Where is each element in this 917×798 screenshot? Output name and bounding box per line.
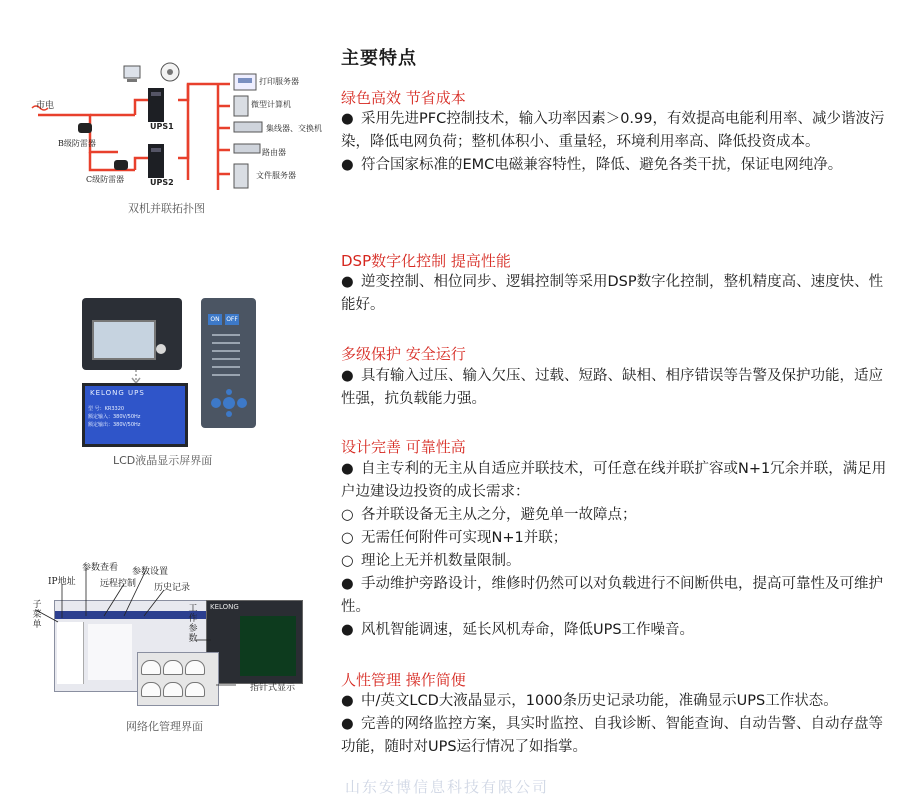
ups2-cabinet-icon	[148, 144, 164, 178]
topology-caption: 双机并联拓扑图	[128, 202, 205, 215]
arrow-down-icon	[130, 370, 142, 384]
lcd-screen-line: 额定输出：380V/50Hz	[88, 422, 141, 428]
circle-bullet-icon: ○	[341, 507, 354, 523]
section-title: 多级保护 安全运行	[341, 345, 466, 363]
circle-bullet-icon: ○	[341, 530, 354, 546]
pointer-display-label: 指针式显示	[250, 683, 296, 693]
param-setting-label: 参数设置	[132, 567, 169, 577]
file-server-icon	[234, 164, 248, 188]
bullet-icon: ●	[341, 622, 354, 638]
power-wires	[38, 84, 230, 190]
file-server-label: 文件服务器	[256, 171, 296, 180]
section-title: 设计完善 可靠性高	[341, 438, 466, 456]
section-body	[341, 458, 889, 642]
bullet-paragraph: ● 具有输入过压、输入欠压、过载、短路、缺相、相序错误等告警及保护功能，适应性强，抗负载能力强。	[341, 365, 889, 411]
bullet-paragraph: ● 手动维护旁路设计，维修时仍然可以对负载进行不间断供电，提高可靠性及可维护性。	[341, 573, 889, 619]
hub-switch-icon	[234, 122, 262, 132]
submenu-label: 子菜单	[32, 600, 42, 630]
bullet-paragraph: ● 中/英文LCD大液晶显示，1000条历史记录功能，准确显示UPS工作状态。	[341, 690, 889, 713]
ups2-label: UPS2	[150, 178, 174, 187]
watermark: 山东安博信息科技有限公司	[345, 778, 550, 796]
monitor-icon	[124, 66, 140, 82]
print-server-icon	[234, 74, 256, 90]
ups1-label: UPS1	[150, 122, 174, 131]
router-label: 路由器	[262, 148, 286, 157]
bullet-icon: ●	[341, 716, 354, 732]
hub-switch-label: 集线器、交换机	[266, 124, 322, 133]
lcd-screen-line: 额定输入：380V/50Hz	[88, 414, 141, 420]
param-view-label: 参数查看	[82, 563, 119, 573]
sub-bullet-paragraph: ○ 理论上无并机数量限制。	[341, 550, 889, 573]
network-caption: 网络化管理界面	[126, 720, 203, 733]
c-protector-icon	[114, 160, 128, 170]
server-icon	[161, 63, 179, 81]
ip-address-label: IP地址	[48, 577, 76, 587]
b-protector-label: B级防雷器	[58, 139, 96, 148]
bullet-icon: ●	[341, 157, 354, 173]
micro-computer-icon	[234, 96, 248, 116]
bullet-paragraph: ● 风机智能调速，延长风机寿命，降低UPS工作噪音。	[341, 619, 889, 642]
bullet-icon: ●	[341, 461, 354, 477]
b-protector-icon	[78, 123, 92, 133]
bullet-icon: ●	[341, 111, 354, 127]
on-button: ON	[208, 314, 222, 325]
bullet-icon: ●	[341, 274, 354, 290]
bullet-paragraph: ● 自主专利的无主从自适应并联技术，可任意在线并联扩容或N+1冗余并联，满足用户边建设边投资的成长需求：	[341, 458, 889, 504]
bullet-paragraph: ● 逆变控制、相位同步、逻辑控制等采用DSP数字化控制，整机精度高、速度快、性能好。	[341, 271, 889, 317]
remote-control-label: 远程控制	[100, 579, 137, 589]
bullet-paragraph: ● 采用先进PFC控制技术，输入功率因素＞0.99，有效提高电能利用率、减少谐波污染，降低电网负荷；整机体积小、重量轻，环境利用率高、降低投资成本。	[341, 108, 889, 154]
lcd-small-screen	[92, 320, 156, 360]
monitor-window-screen	[240, 616, 296, 676]
console-knob-icon	[156, 344, 166, 354]
router-icon	[234, 144, 260, 153]
sub-bullet-paragraph: ○ 各并联设备无主从之分，避免单一故障点；	[341, 504, 889, 527]
micro-computer-label: 微型计算机	[251, 100, 291, 109]
section-body	[341, 108, 889, 177]
section-body	[341, 690, 889, 759]
c-protector-label: C级防雷器	[86, 175, 125, 184]
ups1-cabinet-icon	[148, 88, 164, 122]
navigation-keys-icon	[207, 388, 251, 418]
section-title: 人性管理 操作简便	[341, 671, 466, 689]
monitor-window-logo: KELONG	[210, 603, 239, 611]
print-server-label: 打印服务器	[259, 77, 299, 86]
bullet-icon: ●	[341, 576, 354, 592]
bullet-icon: ●	[341, 693, 354, 709]
bullet-paragraph: ● 符合国家标准的EMC电磁兼容特性，降低、避免各类干扰，保证电网纯净。	[341, 154, 889, 177]
work-params-label: 工作参数	[188, 604, 198, 644]
lcd-screen-title: KELONG UPS	[90, 389, 145, 397]
bullet-icon: ●	[341, 368, 354, 384]
section-body	[341, 271, 889, 317]
bullet-paragraph: ● 完善的网络监控方案，具实时监控、自我诊断、智能查询、自动告警、自动存盘等功能，随时对UPS运行情况了如指掌。	[341, 713, 889, 759]
mains-label: 市电	[36, 101, 55, 111]
section-title: DSP数字化控制 提高性能	[341, 252, 511, 270]
history-label: 历史记录	[154, 583, 191, 593]
section-title: 绿色高效 节省成本	[341, 89, 466, 107]
sub-bullet-paragraph: ○ 无需任何附件可实现N+1并联；	[341, 527, 889, 550]
off-button: OFF	[226, 316, 238, 323]
main-title: 主要特点	[341, 48, 417, 69]
section-body	[341, 365, 889, 411]
lcd-screen-line: 型 号：KR3320	[88, 406, 125, 412]
circle-bullet-icon: ○	[341, 553, 354, 569]
lcd-caption: LCD液晶显示屏界面	[113, 454, 213, 467]
